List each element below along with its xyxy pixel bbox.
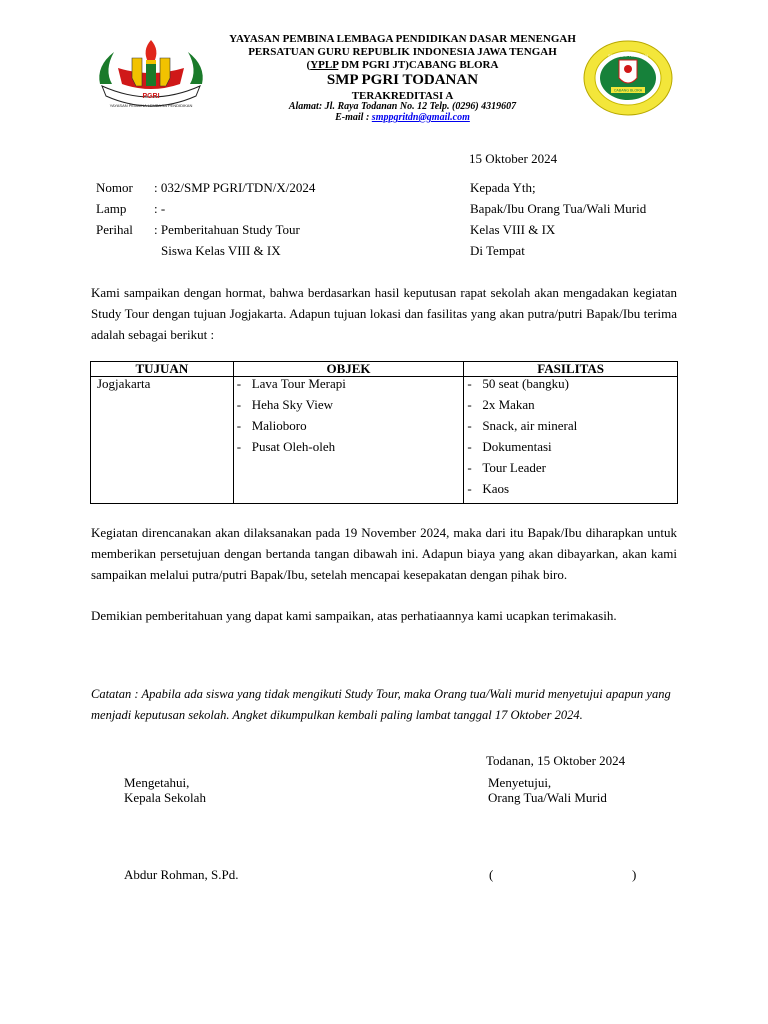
sign-right-line: Menyetujui, bbox=[488, 775, 552, 790]
table-cell-facilities bbox=[464, 377, 678, 504]
accreditation: TERAKREDITASI A bbox=[351, 90, 454, 102]
body-paragraph-2: Demikian pemberitahuan yang dapat kami sampaikan, atas perhatiaannya kami ucapkan terimakasih. bbox=[91, 608, 617, 623]
school-address: Alamat: Jl. Raya Todanan No. 12 Telp. (0296) 4319607 bbox=[288, 101, 517, 112]
table-cell-objects bbox=[233, 377, 464, 504]
sign-right-line: Orang Tua/Wali Murid bbox=[488, 790, 607, 805]
school-email: E-mail : smppgritdn@gmail.com bbox=[335, 112, 470, 123]
note-paragraph: Catatan : Apabila ada siswa yang tidak mengikuti Study Tour, maka Orang tua/Wali murid menyetujui apapun yang menjadi keputusan sekolah. Angket dikumpulkan kembali paling lambat tanggal 17 Oktober 2024. bbox=[91, 687, 671, 722]
school-logo-ribbon: CABANG BLORA bbox=[613, 88, 643, 93]
parent-signature-close: ) bbox=[632, 867, 637, 882]
table-cell-destination bbox=[91, 377, 234, 504]
recipient-line: Di Tempat bbox=[470, 243, 525, 258]
list-item: - 2x Makan bbox=[467, 397, 535, 412]
letter-date: 15 Oktober 2024 bbox=[469, 151, 558, 166]
list-item: - 50 seat (bangku) bbox=[467, 376, 569, 391]
list-item: - Snack, air mineral bbox=[467, 418, 578, 433]
pgri-logo-banner: YAYASAN PEMBINA LEMBAGA PENDIDIKAN bbox=[109, 103, 193, 108]
meta-label-nomor: Nomor bbox=[96, 180, 133, 195]
meta-value-lamp: : - bbox=[154, 201, 166, 216]
list-item: - Kaos bbox=[467, 481, 510, 496]
email-link[interactable]: smppgritdn@gmail.com bbox=[371, 112, 470, 123]
list-item: - Malioboro bbox=[236, 418, 307, 433]
list-item: - Pusat Oleh-oleh bbox=[236, 439, 336, 454]
place-date: Todanan, 15 Oktober 2024 bbox=[486, 753, 626, 768]
list-item: - Heha Sky View bbox=[236, 397, 334, 412]
school-logo-icon bbox=[583, 40, 673, 116]
pgri-logo-icon bbox=[92, 38, 210, 112]
foundation-name: YAYASAN PEMBINA LEMBAGA PENDIDIKAN DASAR MENENGAH bbox=[229, 33, 576, 45]
destination-text: Jogjakarta bbox=[97, 376, 151, 391]
meta-value-nomor: : 032/SMP PGRI/TDN/X/2024 bbox=[154, 180, 316, 195]
meta-subject-continued: Siswa Kelas VIII & IX bbox=[161, 243, 281, 258]
list-item: - Lava Tour Merapi bbox=[236, 376, 346, 391]
intro-paragraph: Kami sampaikan dengan hormat, bahwa berdasarkan hasil keputusan rapat sekolah akan mengadakan kegiatan Study Tour dengan tujuan Jogjakarta. Adapun tujuan lokasi dan fasilitas yang akan putra/putri Bapak/Ibu terima adalah sebagai berikut : bbox=[91, 285, 677, 342]
sign-left-line: Mengetahui, bbox=[124, 775, 190, 790]
sign-left-line: Kepala Sekolah bbox=[124, 790, 206, 805]
pgri-logo-text: PGRI bbox=[142, 93, 160, 100]
principal-name: Abdur Rohman, S.Pd. bbox=[124, 867, 239, 882]
recipient-line: Kepada Yth; bbox=[470, 180, 536, 195]
branch-name: (YPLP DM PGRI JT)CABANG BLORA bbox=[306, 59, 499, 71]
body-paragraph-1: Kegiatan direncanakan akan dilaksanakan pada 19 November 2024, maka dari itu Bapak/Ibu diharapkan untuk memberikan persetujuan dengan bertanda tangan dibawah ini. Adapun biaya yang akan dibayarkan, akan kami sampaikan melalui putra/putri Bapak/Ibu, setelah mencapai kesepakatan dengan pihak biro. bbox=[91, 525, 677, 582]
meta-value-perihal: : Pemberitahuan Study Tour bbox=[154, 222, 300, 237]
list-item: - Tour Leader bbox=[467, 460, 547, 475]
list-item: - Dokumentasi bbox=[467, 439, 552, 454]
recipient-line: Bapak/Ibu Orang Tua/Wali Murid bbox=[470, 201, 647, 216]
meta-label-lamp: Lamp bbox=[96, 201, 127, 216]
school-name: SMP PGRI TODANAN bbox=[326, 72, 479, 88]
school-logo-text: SMP PGRI TODANAN bbox=[607, 53, 649, 58]
table-header-objek: OBJEK bbox=[233, 362, 464, 377]
meta-label-perihal: Perihal bbox=[96, 222, 133, 237]
table-header-fasilitas: FASILITAS bbox=[464, 362, 678, 377]
table-header-tujuan: TUJUAN bbox=[91, 362, 234, 377]
parent-signature-open: ( bbox=[489, 867, 494, 882]
study-tour-table bbox=[90, 361, 678, 504]
association-name: PERSATUAN GURU REPUBLIK INDONESIA JAWA TENGAH bbox=[248, 46, 557, 58]
recipient-line: Kelas VIII & IX bbox=[470, 222, 556, 237]
